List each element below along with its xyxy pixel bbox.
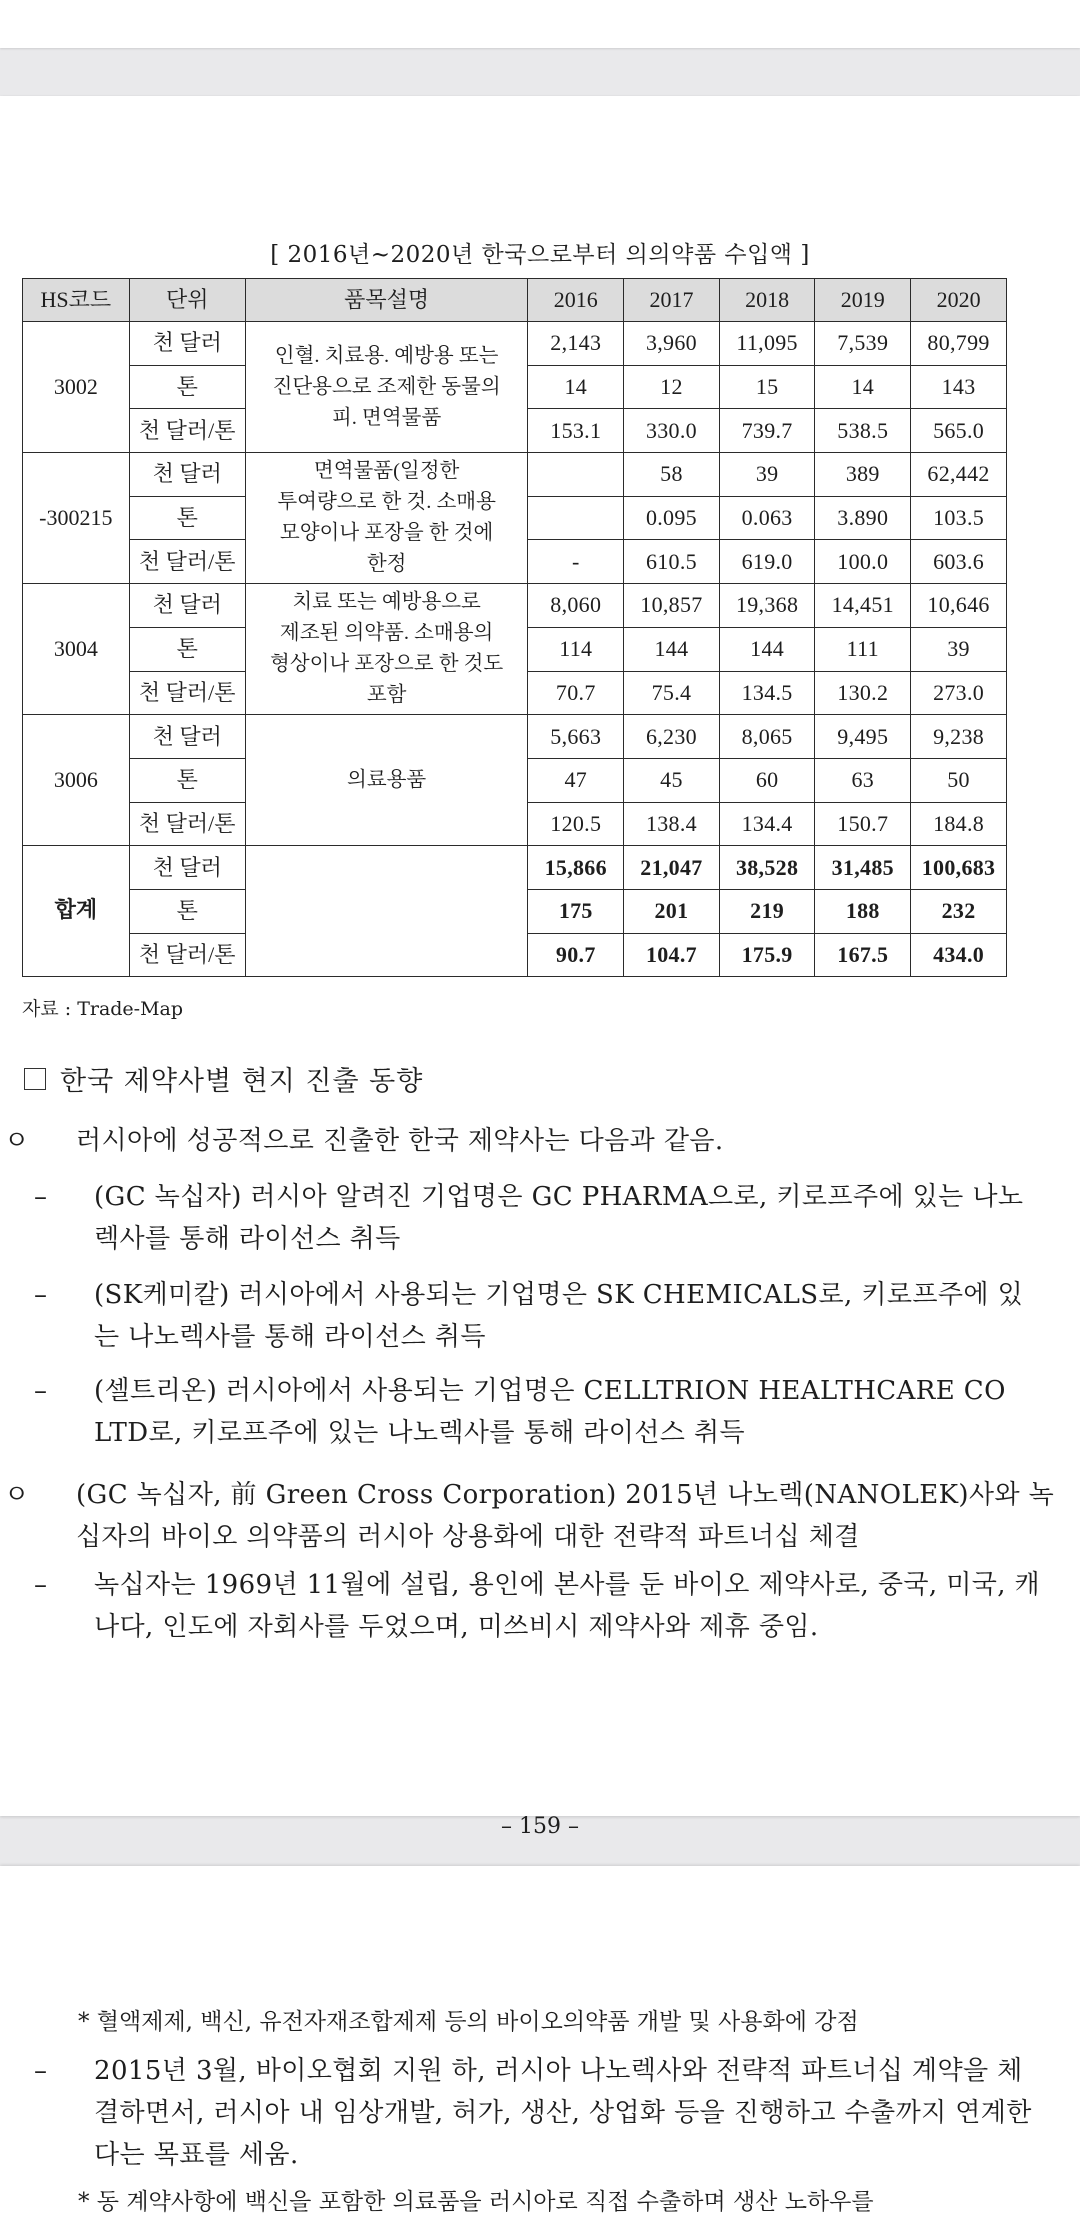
description-line: 진단용으로 조제한 동물의	[272, 375, 501, 398]
hs-code-cell: 3006	[23, 715, 130, 846]
value-cell: 111	[815, 627, 911, 671]
total-value-cell: 21,047	[624, 846, 720, 890]
bullet-circle-item	[4, 1474, 1076, 1558]
value-cell: 2,143	[528, 322, 624, 366]
total-value-cell: 15,866	[528, 846, 624, 890]
section-heading	[24, 1059, 423, 1098]
unit-cell: 천 달러	[129, 453, 245, 497]
value-cell: 538.5	[815, 409, 911, 453]
value-cell: 619.0	[719, 540, 815, 584]
value-cell: 5,663	[528, 715, 624, 759]
header-hs-code: HS코드	[23, 279, 130, 322]
value-cell: 63	[815, 758, 911, 802]
bullet-dash-item	[34, 1564, 1044, 1648]
value-cell: 70.7	[528, 671, 624, 715]
value-cell: 134.5	[719, 671, 815, 715]
value-cell	[528, 496, 624, 540]
total-value-cell: 175.9	[719, 933, 815, 977]
bullet-text: 러시아에 성공적으로 진출한 한국 제약사는 다음과 같음.	[76, 1126, 724, 1156]
value-cell: 80,799	[911, 322, 1007, 366]
description-cell-empty	[245, 846, 528, 977]
previous-page-bottom	[0, 0, 1080, 48]
total-value-cell: 90.7	[528, 933, 624, 977]
next-page-top	[0, 1866, 1080, 2226]
dash-bullet-icon: –	[34, 2056, 48, 2086]
description-line: 한정	[366, 553, 407, 576]
value-cell: 14	[815, 365, 911, 409]
description-cell	[245, 715, 528, 846]
value-cell: 0.095	[624, 496, 720, 540]
footnote: * 혈액제제, 백신, 유전자재조합제제 등의 바이오의약품 개발 및 사용화에 강점	[78, 2009, 859, 2035]
value-cell: 739.7	[719, 409, 815, 453]
value-cell: 389	[815, 453, 911, 497]
bullet-dash-item	[34, 1176, 1044, 1260]
total-value-cell: 167.5	[815, 933, 911, 977]
value-cell: 7,539	[815, 322, 911, 366]
value-cell: 0.063	[719, 496, 815, 540]
table-caption: [ 2016년~2020년 한국으로부터 의의약품 수입액 ]	[270, 242, 810, 268]
total-value-cell: 31,485	[815, 846, 911, 890]
value-cell: -	[528, 540, 624, 584]
value-cell: 130.2	[815, 671, 911, 715]
total-value-cell: 100,683	[911, 846, 1007, 890]
value-cell: 62,442	[911, 453, 1007, 497]
bullet-text: 2015년 3월, 바이오협회 지원 하, 러시아 나노렉사와 전략적 파트너십 계약을 체결하면서, 러시아 내 임상개발, 허가, 생산, 상업화 등을 진행하고 수출까지 연계한다는 목표를 세움.	[94, 2056, 1032, 2170]
value-cell: 565.0	[911, 409, 1007, 453]
value-cell: 39	[911, 627, 1007, 671]
footnote: * 동 계약사항에 백신을 포함한 의료품을 러시아로 직접 수출하며 생산 노하우를	[78, 2189, 874, 2215]
table-row	[23, 322, 1007, 366]
value-cell: 8,060	[528, 584, 624, 628]
value-cell: 39	[719, 453, 815, 497]
unit-cell: 천 달러/톤	[129, 540, 245, 584]
total-label: 합계	[23, 846, 130, 977]
total-row	[23, 846, 1007, 890]
hs-code-cell: 3002	[23, 322, 130, 453]
value-cell: 11,095	[719, 322, 815, 366]
value-cell: 150.7	[815, 802, 911, 846]
bullet-dash-item	[34, 2050, 1044, 2176]
total-value-cell: 104.7	[624, 933, 720, 977]
value-cell: 114	[528, 627, 624, 671]
value-cell: 138.4	[624, 802, 720, 846]
section-heading-text: 한국 제약사별 현지 진출 동향	[60, 1066, 424, 1097]
unit-cell: 톤	[129, 496, 245, 540]
dash-bullet-icon: –	[34, 1182, 48, 1212]
value-cell: 8,065	[719, 715, 815, 759]
bullet-text: (셀트리온) 러시아에서 사용되는 기업명은 CELLTRION HEALTHCARE CO LTD로, 키로프주에 있는 나노렉사를 통해 라이선스 취득	[94, 1376, 1006, 1448]
header-2018: 2018	[719, 279, 815, 322]
table-header-row	[23, 279, 1007, 322]
total-value-cell: 38,528	[719, 846, 815, 890]
value-cell: 9,238	[911, 715, 1007, 759]
circle-bullet-icon: ㅇ	[4, 1126, 30, 1156]
value-cell: 10,857	[624, 584, 720, 628]
total-value-cell: 201	[624, 889, 720, 933]
description-line: 피. 면역물품	[331, 406, 442, 429]
value-cell: 100.0	[815, 540, 911, 584]
description-cell	[245, 584, 528, 715]
value-cell: 603.6	[911, 540, 1007, 584]
unit-cell: 천 달러/톤	[129, 933, 245, 977]
unit-cell: 천 달러/톤	[129, 409, 245, 453]
value-cell: 10,646	[911, 584, 1007, 628]
value-cell: 75.4	[624, 671, 720, 715]
checkbox-square-icon	[24, 1068, 46, 1090]
unit-cell: 톤	[129, 889, 245, 933]
value-cell: 144	[624, 627, 720, 671]
table-row	[23, 584, 1007, 628]
unit-cell: 톤	[129, 758, 245, 802]
value-cell: 14,451	[815, 584, 911, 628]
total-value-cell: 219	[719, 889, 815, 933]
value-cell: 273.0	[911, 671, 1007, 715]
description-line: 의료용품	[347, 768, 427, 791]
dash-bullet-icon: –	[34, 1570, 48, 1600]
description-cell	[245, 322, 528, 453]
page-number: – 159 –	[501, 1814, 579, 1839]
header-2016: 2016	[528, 279, 624, 322]
hs-code-cell: -300215	[23, 453, 130, 584]
table-row	[23, 715, 1007, 759]
bullet-text: (SK케미칼) 러시아에서 사용되는 기업명은 SK CHEMICALS로, 키로프주에 있는 나노렉사를 통해 라이선스 취득	[94, 1280, 1024, 1352]
total-value-cell: 188	[815, 889, 911, 933]
value-cell: 610.5	[624, 540, 720, 584]
total-value-cell: 175	[528, 889, 624, 933]
header-description: 품목설명	[245, 279, 528, 322]
circle-bullet-icon: ㅇ	[4, 1480, 30, 1510]
hs-code-cell: 3004	[23, 584, 130, 715]
dash-bullet-icon: –	[34, 1376, 48, 1406]
unit-cell: 톤	[129, 365, 245, 409]
description-line: 투여량으로 한 것. 소매용	[277, 491, 496, 514]
value-cell: 58	[624, 453, 720, 497]
value-cell: 3,960	[624, 322, 720, 366]
source-note: 자료 : Trade-Map	[22, 998, 184, 1020]
description-line: 치료 또는 예방용으로	[292, 591, 481, 614]
bullet-text: 녹십자는 1969년 11월에 설립, 용인에 본사를 둔 바이오 제약사로, 중국, 미국, 캐나다, 인도에 자회사를 두었으며, 미쓰비시 제약사와 제휴 중임.	[94, 1570, 1041, 1642]
value-cell: 153.1	[528, 409, 624, 453]
total-value-cell: 434.0	[911, 933, 1007, 977]
value-cell: 45	[624, 758, 720, 802]
value-cell: 50	[911, 758, 1007, 802]
value-cell: 3.890	[815, 496, 911, 540]
value-cell: 12	[624, 365, 720, 409]
table-row	[23, 453, 1007, 497]
document-page-159	[0, 96, 1080, 1839]
value-cell: 15	[719, 365, 815, 409]
value-cell: 47	[528, 758, 624, 802]
unit-cell: 천 달러	[129, 322, 245, 366]
unit-cell: 천 달러	[129, 846, 245, 890]
description-line: 포함	[366, 684, 407, 707]
value-cell: 134.4	[719, 802, 815, 846]
header-2017: 2017	[624, 279, 720, 322]
value-cell	[528, 453, 624, 497]
description-line: 인혈. 치료용. 예방용 또는	[274, 344, 499, 367]
unit-cell: 천 달러	[129, 584, 245, 628]
unit-cell: 천 달러/톤	[129, 671, 245, 715]
description-line: 면역물품(일정한	[313, 460, 460, 483]
unit-cell: 톤	[129, 627, 245, 671]
dash-bullet-icon: –	[34, 1280, 48, 1310]
header-2020: 2020	[911, 279, 1007, 322]
description-line: 제조된 의약품. 소매용의	[279, 622, 494, 645]
description-line: 형상이나 포장으로 한 것도	[270, 653, 504, 676]
total-value-cell: 232	[911, 889, 1007, 933]
import-table	[22, 278, 1007, 977]
bullet-text: (GC 녹십자) 러시아 알려진 기업명은 GC PHARMA으로, 키로프주에 있는 나노렉사를 통해 라이선스 취득	[94, 1182, 1024, 1254]
value-cell: 330.0	[624, 409, 720, 453]
description-line: 모양이나 포장을 한 것에	[279, 522, 494, 545]
unit-cell: 천 달러/톤	[129, 802, 245, 846]
value-cell: 144	[719, 627, 815, 671]
header-unit: 단위	[129, 279, 245, 322]
value-cell: 184.8	[911, 802, 1007, 846]
description-cell	[245, 453, 528, 584]
value-cell: 60	[719, 758, 815, 802]
bullet-circle-item	[4, 1120, 1076, 1162]
unit-cell: 천 달러	[129, 715, 245, 759]
bullet-dash-item	[34, 1274, 1044, 1358]
value-cell: 143	[911, 365, 1007, 409]
bullet-text: (GC 녹십자, 前 Green Cross Corporation) 2015년 나노렉(NANOLEK)사와 녹십자의 바이오 의약품의 러시아 상용화에 대한 전략적 파트너십 체결	[76, 1480, 1055, 1552]
value-cell: 19,368	[719, 584, 815, 628]
value-cell: 120.5	[528, 802, 624, 846]
value-cell: 14	[528, 365, 624, 409]
value-cell: 6,230	[624, 715, 720, 759]
bullet-dash-item	[34, 1370, 1044, 1454]
header-2019: 2019	[815, 279, 911, 322]
value-cell: 103.5	[911, 496, 1007, 540]
value-cell: 9,495	[815, 715, 911, 759]
